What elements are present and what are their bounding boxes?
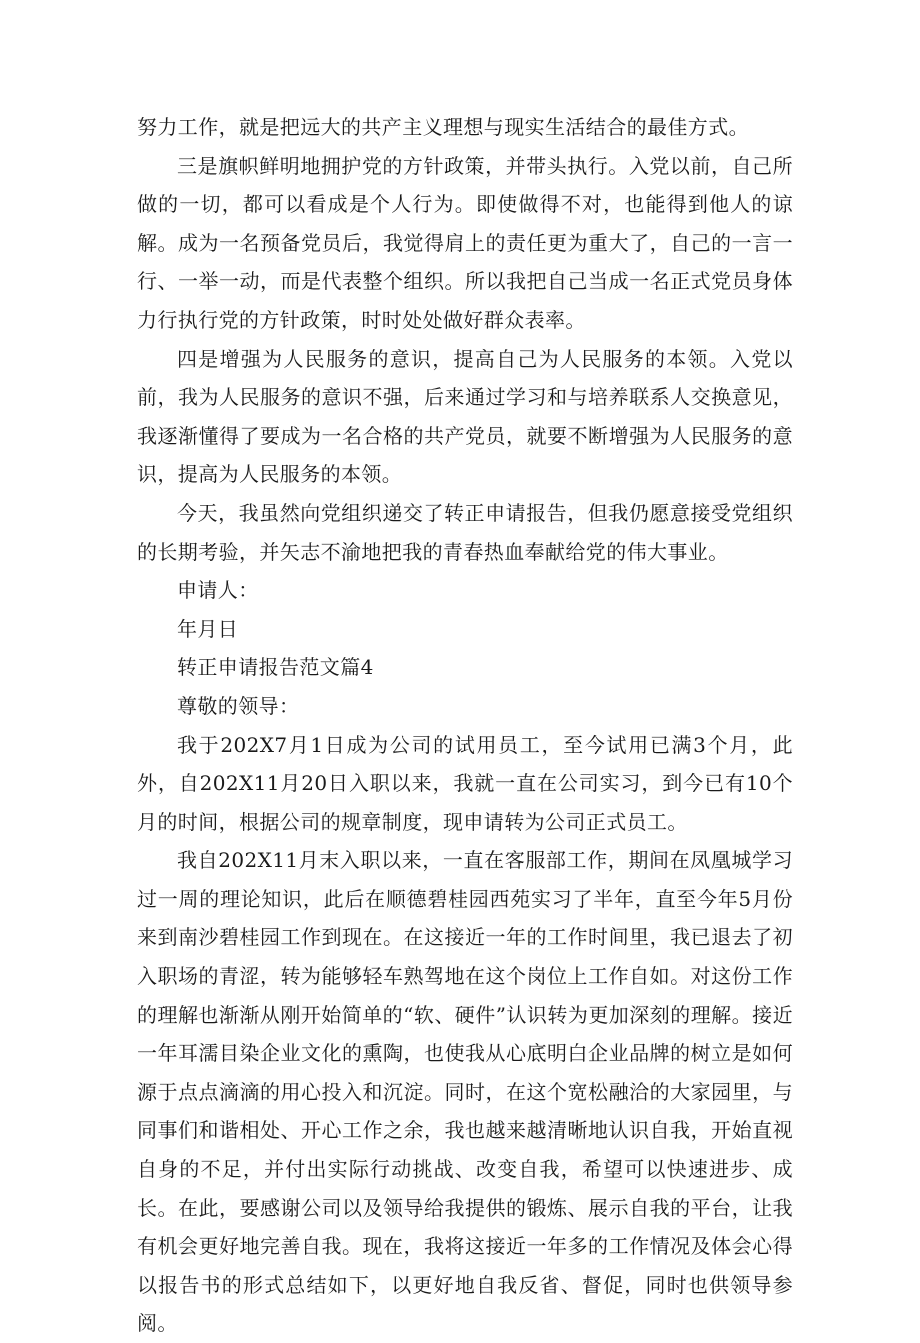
document-body (137, 108, 793, 1343)
section-title: 转正申请报告范文篇4 (177, 655, 374, 680)
paragraph-2: 三是旗帜鲜明地拥护党的方针政策，并带头执行。入党以前，自己所做的一切，都可以看成是个人行为。即使做得不对，也能得到他人的谅解。成为一名预备党员后，我觉得肩上的责任更为重大了，自己的一言一行、一举一动，而是代表整个组织。所以我把自己当成一名正式党员身体力行执行党的方针政策，时时处处做好群众表率。 (137, 153, 793, 332)
salutation: 尊敬的领导： (177, 693, 300, 718)
paragraph-10: 我自202X11月末入职以来，一直在客服部工作，期间在凤凰城学习过一周的理论知识，此后在顺德碧桂园西苑实习了半年，直至今年5月份来到南沙碧桂园工作到现在。在这接近一年的工作时间里，我已退去了初入职场的青涩，转为能够轻车熟驾地在这个岗位上工作自如。对这份工作的理解也渐渐从刚开始简单的“软、硬件”认识转为更加深刻的理解。接近一年耳濡目染企业文化的熏陶，也使我从心底明白企业品牌的树立是如何源于点点滴滴的用心投入和沉淀。同时，在这个宽松融洽的大家园里，与同事们和谐相处、开心工作之余，我也越来越清晰地认识自我，开始直视自身的不足，并付出实际行动挑战、改变自我，希望可以快速进步、成长。在此，要感谢公司以及领导给我提供的锻炼、展示自我的平台，让我有机会更好地完善自我。现在，我将这接近一年多的工作情况及体会心得以报告书的形式总结如下，以更好地自我反省、督促，同时也供领导参阅。 (137, 848, 793, 1336)
paragraph-9: 我于202X7月1日成为公司的试用员工，至今试用已满3个月，此外，自202X11月20日入职以来，我就一直在公司实习，到今已有10个月的时间，根据公司的规章制度，现申请转为公司正式员工。 (137, 732, 793, 834)
paragraph-4: 今天，我虽然向党组织递交了转正申请报告，但我仍愿意接受党组织的长期考验，并矢志不渝地把我的青春热血奉献给党的伟大事业。 (137, 500, 793, 564)
paragraph-1: 努力工作，就是把远大的共产主义理想与现实生活结合的最佳方式。 (137, 115, 749, 139)
date-line: 年月日 (177, 616, 239, 641)
paragraph-3: 四是增强为人民服务的意识，提高自己为人民服务的本领。入党以前，我为人民服务的意识不强，后来通过学习和与培养联系人交换意见，我逐渐懂得了要成为一名合格的共产党员，就要不断增强为人民服务的意识，提高为人民服务的本领。 (137, 346, 793, 487)
applicant-line: 申请人： (177, 578, 259, 603)
